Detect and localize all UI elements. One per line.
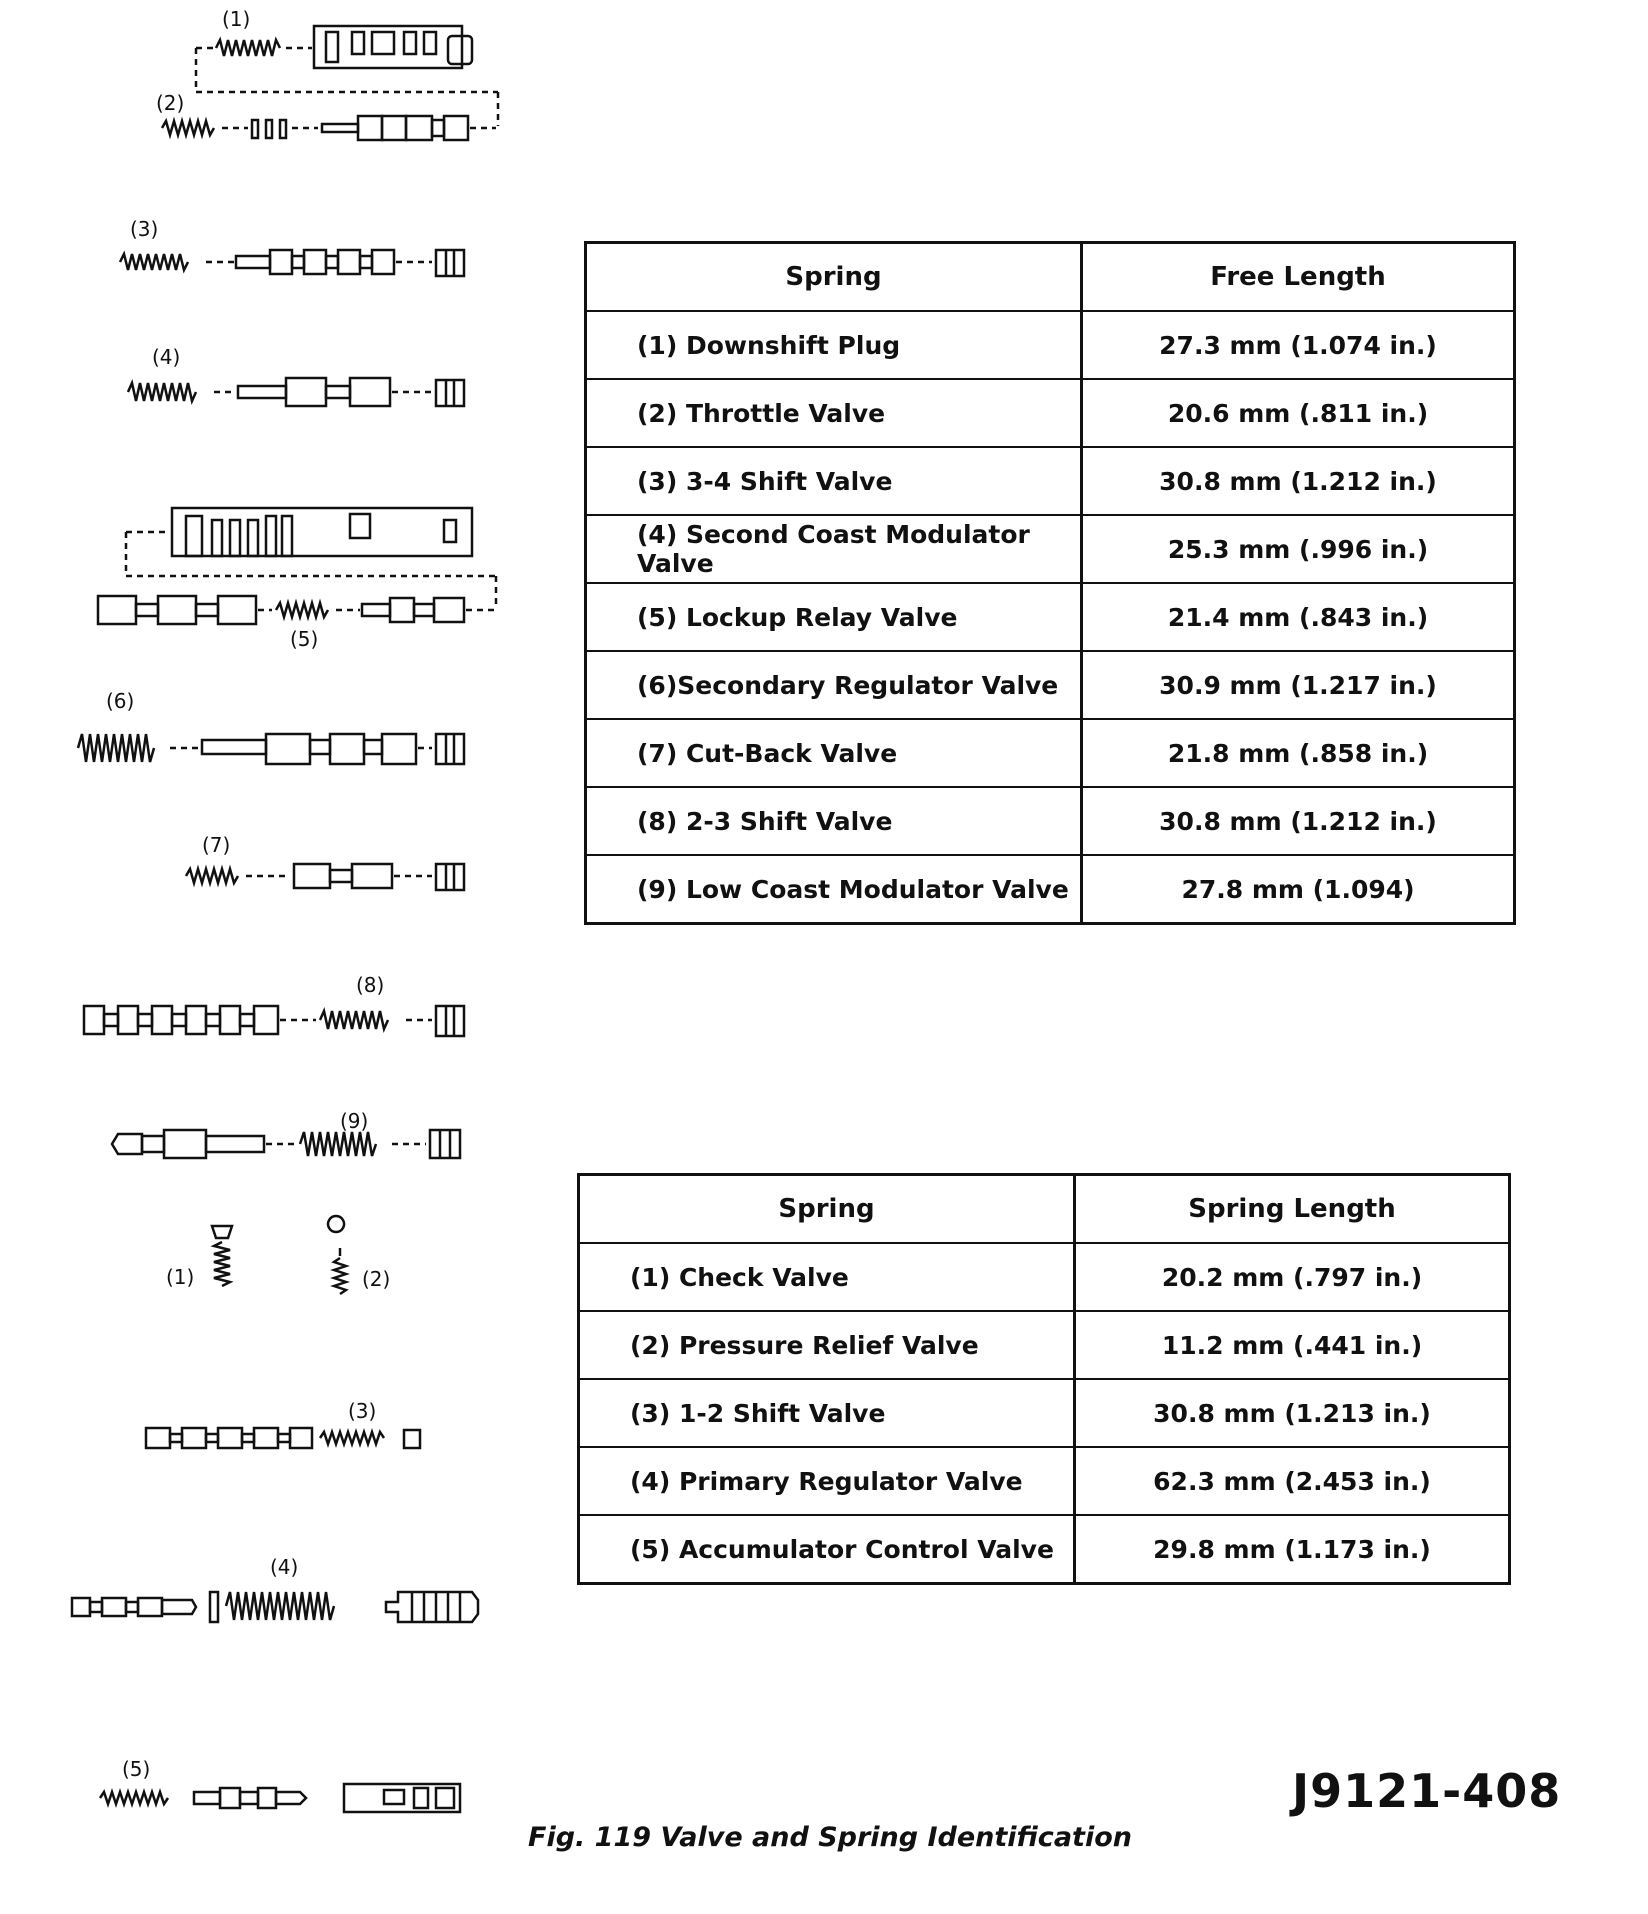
spring-lower-2: [334, 1258, 346, 1294]
header-spring-length: Spring Length: [1188, 1194, 1396, 1224]
lockup-relay-valve: [98, 596, 136, 624]
spring-lower-4: [226, 1592, 334, 1620]
spring-name-cell: (1) Downshift Plug: [587, 312, 1083, 378]
spring-upper-3: [120, 254, 188, 270]
lower-label-5: (5): [122, 1757, 151, 1781]
table-row: [580, 1242, 1508, 1310]
spring-name-cell: (1) Check Valve: [580, 1244, 1076, 1310]
spring-name-cell: (6)Secondary Regulator Valve: [587, 652, 1083, 718]
spring-name-cell: (9) Low Coast Modulator Valve: [587, 856, 1083, 922]
spring-upper-6: [78, 734, 154, 762]
upper-label-2: (2): [156, 91, 185, 115]
spring-upper-9: [300, 1132, 376, 1156]
figure-id: J9121-408: [1292, 1764, 1562, 1818]
table-row: [587, 854, 1513, 922]
spring-upper-2: [162, 121, 214, 135]
primary-regulator-sleeve: [386, 1592, 478, 1622]
length-cell: 62.3 mm (2.453 in.): [1153, 1466, 1431, 1496]
spring-upper-7: [186, 869, 238, 883]
length-cell: 21.8 mm (.858 in.): [1167, 738, 1429, 768]
spring-length-table: [577, 1173, 1511, 1585]
table-row: [587, 446, 1513, 514]
table-row: [587, 650, 1513, 718]
lower-label-2: (2): [362, 1267, 391, 1291]
length-cell: 21.4 mm (.843 in.): [1167, 602, 1429, 632]
upper-label-6: (6): [106, 689, 135, 713]
lockup-relay-sleeve: [172, 508, 472, 556]
spring-lower-5: [100, 1792, 168, 1804]
free-length-table: [584, 241, 1516, 925]
header-spring: Spring: [580, 1176, 1076, 1242]
plug-upper-3: [436, 250, 464, 276]
spring-upper-4: [128, 383, 196, 401]
table-row: [580, 1514, 1508, 1582]
spring-upper-5: [276, 603, 328, 617]
table-row: [587, 582, 1513, 650]
throttle-valve: [322, 124, 358, 132]
lower-label-3: (3): [348, 1399, 377, 1423]
pressure-relief-ball: [328, 1216, 344, 1232]
spring-name-cell: (2) Pressure Relief Valve: [580, 1312, 1076, 1378]
length-cell: 29.8 mm (1.173 in.): [1153, 1534, 1431, 1564]
spring-name-cell: (5) Accumulator Control Valve: [580, 1516, 1076, 1582]
table-row: [587, 378, 1513, 446]
lower-label-4: (4): [270, 1555, 299, 1579]
length-cell: 27.8 mm (1.094): [1181, 874, 1415, 904]
table-row: [580, 1446, 1508, 1514]
spring-name-cell: (8) 2-3 Shift Valve: [587, 788, 1083, 854]
spring-name-cell: (3) 3-4 Shift Valve: [587, 448, 1083, 514]
spring-name-cell: (4) Primary Regulator Valve: [580, 1448, 1076, 1514]
upper-label-3: (3): [130, 217, 159, 241]
length-cell: 25.3 mm (.996 in.): [1167, 534, 1429, 564]
second-coast-modulator-valve: [238, 386, 286, 398]
upper-label-5: (5): [290, 627, 319, 651]
table-row: [587, 786, 1513, 854]
table-row: [580, 1310, 1508, 1378]
upper-label-8: (8): [356, 973, 385, 997]
spring-lower-3: [320, 1432, 384, 1444]
shift-valve-2-3: [84, 1006, 104, 1034]
header-spring: Spring: [587, 244, 1083, 310]
shift-valve-1-2: [146, 1428, 170, 1448]
length-cell: 20.2 mm (.797 in.): [1161, 1262, 1423, 1292]
length-cell: 11.2 mm (.441 in.): [1161, 1330, 1423, 1360]
spring-upper-8: [320, 1011, 388, 1029]
secondary-regulator-valve: [202, 740, 266, 754]
cut-back-valve: [294, 864, 330, 888]
accumulator-control-valve: [194, 1792, 220, 1804]
length-cell: 30.9 mm (1.217 in.): [1159, 670, 1437, 700]
shift-valve-3-4: [236, 256, 270, 268]
length-cell: 20.6 mm (.811 in.): [1167, 398, 1429, 428]
spring-name-cell: (2) Throttle Valve: [587, 380, 1083, 446]
spring-upper-1: [216, 40, 280, 56]
lower-label-1: (1): [166, 1265, 195, 1289]
table-row: [587, 310, 1513, 378]
length-cell: 27.3 mm (1.074 in.): [1159, 330, 1437, 360]
table-header-row: [580, 1176, 1508, 1242]
upper-label-1: (1): [222, 7, 251, 31]
upper-label-9: (9): [340, 1109, 369, 1133]
spring-name-cell: (3) 1-2 Shift Valve: [580, 1380, 1076, 1446]
length-cell: 30.8 mm (1.212 in.): [1159, 466, 1437, 496]
spring-name-cell: (5) Lockup Relay Valve: [587, 584, 1083, 650]
spring-name-cell: (4) Second Coast Modulator Valve: [587, 516, 1083, 582]
spring-name-cell: (7) Cut-Back Valve: [587, 720, 1083, 786]
upper-label-7: (7): [202, 833, 231, 857]
length-cell: 30.8 mm (1.212 in.): [1159, 806, 1437, 836]
upper-label-4: (4): [152, 345, 181, 369]
spring-lower-1: [214, 1242, 230, 1286]
figure-caption: Fig. 119 Valve and Spring Identification: [528, 1822, 1132, 1853]
check-valve-ball: [212, 1226, 232, 1238]
low-coast-modulator-valve: [112, 1134, 142, 1154]
table-row: [580, 1378, 1508, 1446]
length-cell: 30.8 mm (1.213 in.): [1153, 1398, 1431, 1428]
table-row: [587, 718, 1513, 786]
table-row: [587, 514, 1513, 582]
header-free-length: Free Length: [1210, 262, 1386, 292]
primary-regulator-valve: [72, 1598, 90, 1616]
table-header-row: [587, 244, 1513, 310]
